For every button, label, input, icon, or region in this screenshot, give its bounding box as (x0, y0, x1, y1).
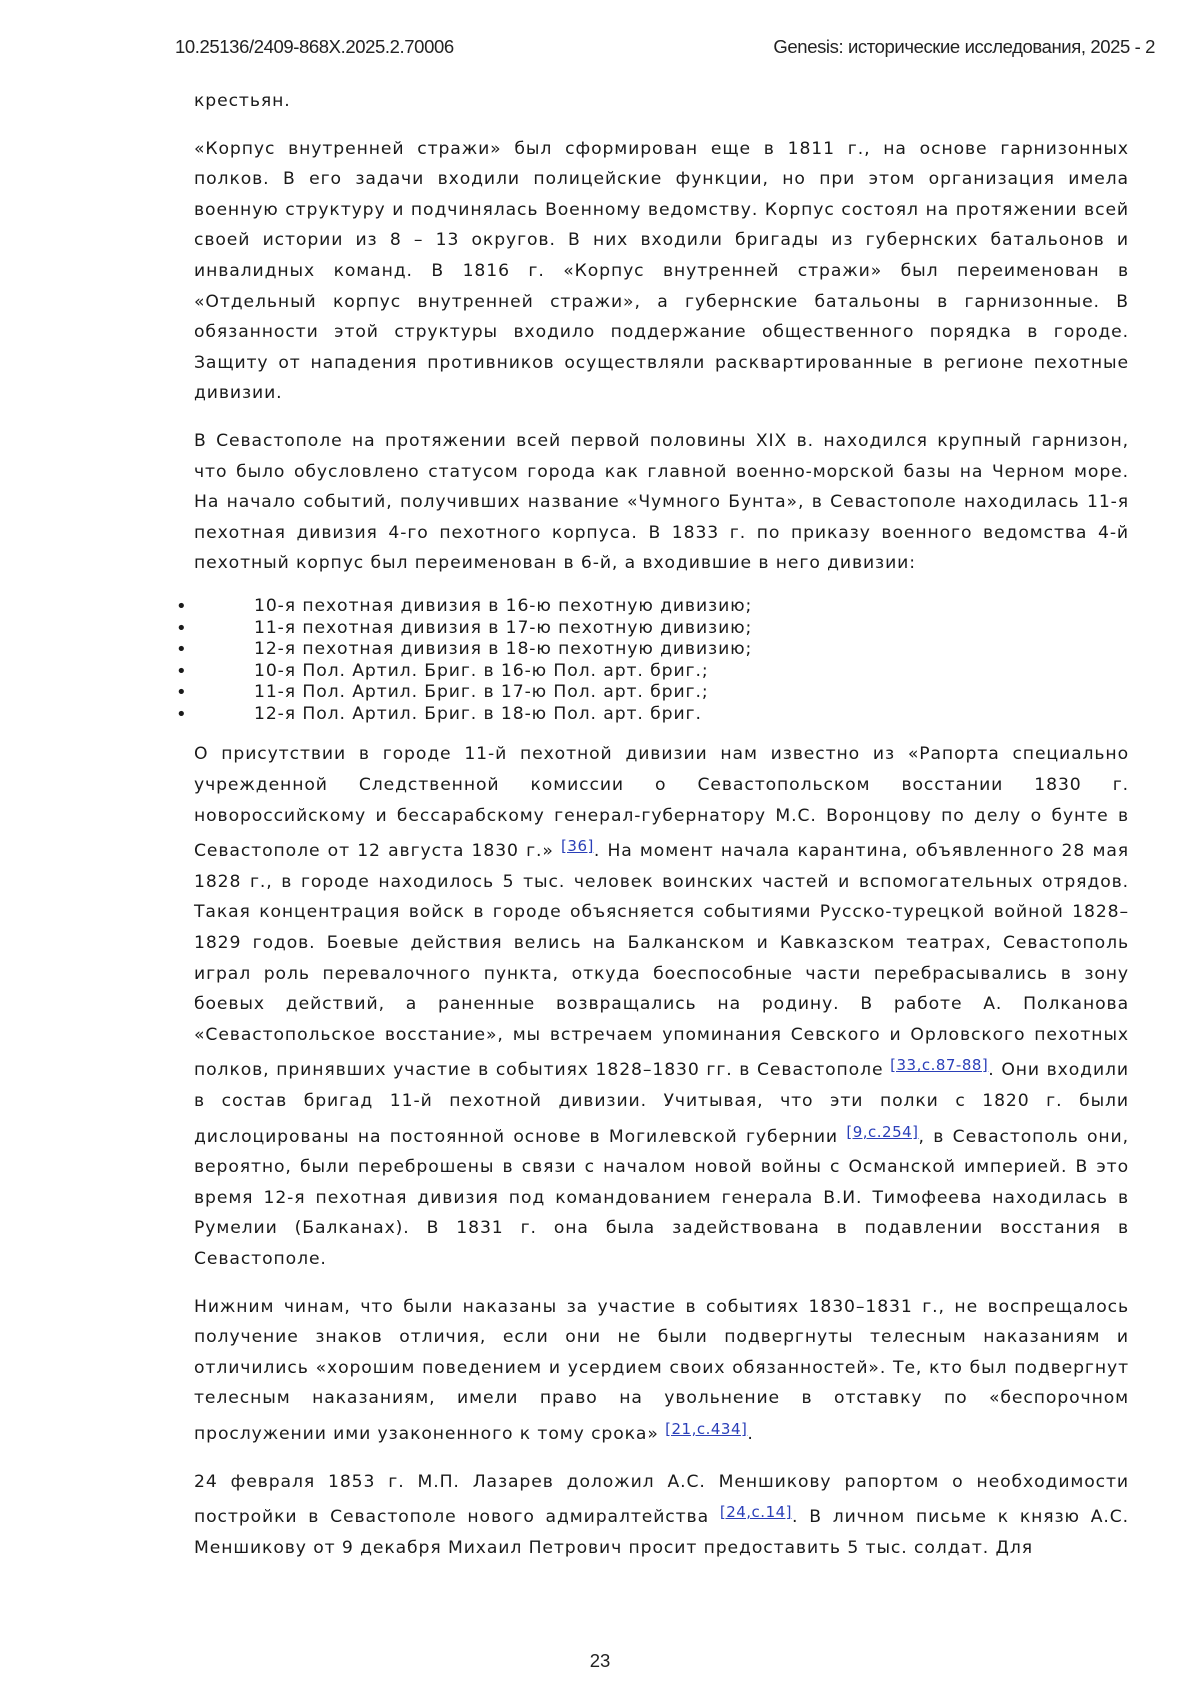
bullet-icon: • (176, 595, 188, 617)
paragraph-5: 24 февраля 1853 г. М.П. Лазарев доложил А.С. Меншикову рапортом о необходимости постройки в Севастополе нового адмиралтейства [24,c.14]. В личном письме к князю А.С. Меншикову от 9 декабря Михаил Петрович просит предоставить 5 тыс. солдат. Для (194, 1471, 1129, 1558)
citation-link[interactable]: [36] (561, 837, 594, 856)
paragraph-2: В Севастополе на протяжении всей первой половины XIX в. находился крупный гарнизон, что было обусловлено статусом города как главной военно-морской базы на Черном море. На начало событий, получивших название «Чумного Бунта», в Севастополе находилась 11-я пехотная дивизия 4-го пехотного корпуса. В 1833 г. по приказу военного ведомства 4-й пехотный корпус был переименован в 6-й, а входившие в него дивизии: (194, 430, 1129, 574)
article-body (176, 86, 1129, 1580)
bullet-icon: • (176, 639, 188, 661)
paragraph-3: О присутствии в городе 11-й пехотной дивизии нам известно из «Рапорта специально учрежденной Следственной комиссии о Севастопольском восстании 1830 г. новороссийскому и бессарабскому генерал-губернатору М.С. Воронцову по делу о бунте в Севастополе от 12 августа 1830 г.» [36]. На момент начала карантина, объявленного 28 мая 1828 г., в городе находилось 5 тыс. человек воинских частей и вспомогательных отрядов. Такая концентрация войск в городе объясняется событиями Русско-турецкой войной 1828–1829 годов. Боевые действия велись на Балканском и Кавказском театрах, Севастополь играл роль перевалочного пункта, откуда боеспособные части перебрасывались в зону боевых действий, а раненные возвращались на родину. В работе А. Полканова «Севастопольское восстание», мы встречаем упоминания Севского и Орловского пехотных полков, принявших участие в событиях 1828–1830 гг. в Севастополе [33,c.87-88]. Они входили в состав бригад 11-й пехотной дивизии. Учитывая, что эти полки с 1820 г. были дислоцированы на постоянной основе в Могилевской губернии [9,c.254], в Севастополь они, вероятно, были переброшены в связи с началом новой войны с Османской империей. В это время 12-я пехотная дивизия под командованием генерала В.И. Тимофеева находилась в Румелии (Балканах). В 1831 г. она была задействована в подавлении восстания в Севастополе. (194, 744, 1129, 1269)
bullet-icon: • (176, 682, 188, 704)
list-item: • 10-я пехотная дивизия в 16-ю пехотную дивизию; (176, 595, 753, 617)
paragraph-0: крестьян. (194, 91, 291, 111)
doi-text: 10.25136/2409-868X.2025.2.70006 (175, 36, 454, 57)
list-item: • 12-я Пол. Артил. Бриг. в 18-ю Пол. арт. бриг. (176, 703, 702, 725)
list-item: • 12-я пехотная дивизия в 18-ю пехотную дивизию; (176, 639, 753, 661)
citation-link[interactable]: [9,c.254] (846, 1122, 919, 1141)
citation-link[interactable]: [24,c.14] (719, 1503, 793, 1522)
page-header (175, 36, 1155, 60)
list-item: • 11-я Пол. Артил. Бриг. в 17-ю Пол. арт. бриг.; (176, 682, 709, 704)
list-item: • 10-я Пол. Артил. Бриг. в 16-ю Пол. арт. бриг.; (176, 660, 709, 682)
citation-link[interactable]: [21,c.434] (665, 1419, 748, 1438)
journal-title: Genesis: исторические исследования, 2025 - 2 (773, 36, 1155, 57)
division-list (176, 595, 1129, 726)
paragraph-1: «Корпус внутренней стражи» был сформирован еще в 1811 г., на основе гарнизонных полков. В его задачи входили полицейские функции, но при этом организация имела военную структуру и подчинялась Военному ведомству. Корпус состоял на протяжении всей своей истории из 8 – 13 округов. В них входили бригады из губернских батальонов и инвалидных команд. В 1816 г. «Корпус внутренней стражи» был переименован в «Отдельный корпус внутренней стражи», а губернские батальоны в гарнизонные. В обязанности этой структуры входило поддержание общественного порядка в городе. Защиту от нападения противников осуществляли расквартированные в регионе пехотные дивизии. (194, 138, 1129, 404)
bullet-icon: • (176, 660, 188, 682)
bullet-icon: • (176, 703, 188, 725)
bullet-icon: • (176, 617, 188, 639)
citation-link[interactable]: [33,c.87-88] (890, 1056, 989, 1075)
list-item: • 11-я пехотная дивизия в 17-ю пехотную дивизию; (176, 617, 753, 639)
page-number: 23 (589, 1650, 611, 1671)
paragraph-4: Нижним чинам, что были наказаны за участие в событиях 1830–1831 г., не воспрещалось получение знаков отличия, если они не были подвергнуты телесным наказаниям и отличились «хорошим поведением и усердием своих обязанностей». Те, кто был подвергнут телесным наказаниям, имели право на увольнение в отставку по «беспорочном прослужении ими узаконенного к тому срока» [21,c.434]. (194, 1296, 1129, 1444)
